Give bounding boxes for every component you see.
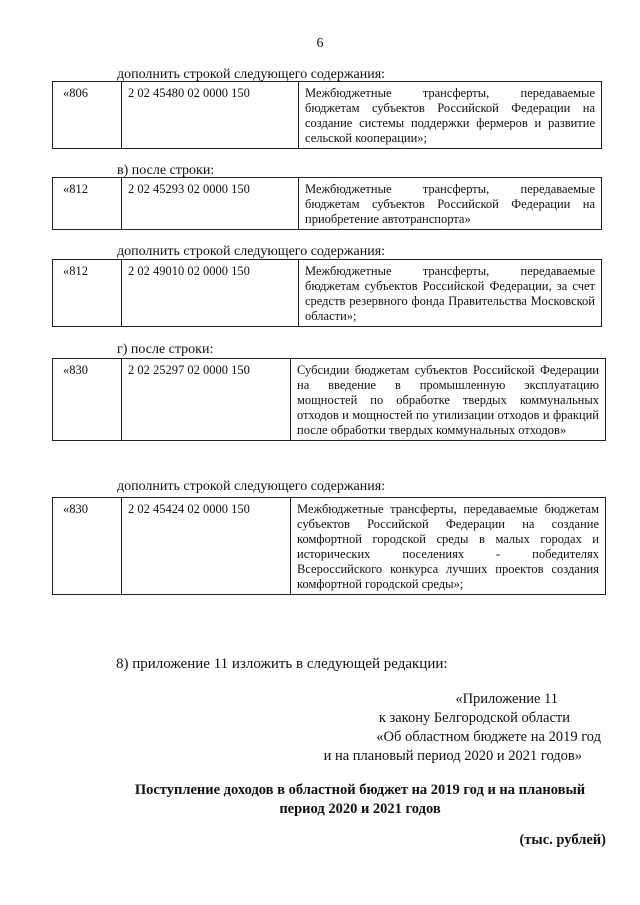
- document-heading: [100, 781, 620, 819]
- budget-code-cell: 2 02 25297 02 0000 150: [122, 359, 291, 441]
- table-row: [53, 260, 602, 327]
- appendix-line: «Приложение 11: [455, 691, 558, 707]
- revenue-name-cell: Субсидии бюджетам субъектов Российской Федерации на введение в промышленную эксплуатацию мощностей по обработке твердых коммунальных отходов и мощностей по утилизации отходов и фракций после обработки твердых коммунальных отходов»: [291, 359, 606, 441]
- table-row: [53, 498, 606, 595]
- revenue-name-cell: Межбюджетные трансферты, передаваемые бюджетам субъектов Российской Федерации, за счет средств резервного фонда Правительства Московской области»;: [299, 260, 602, 327]
- budget-code-cell: 2 02 45293 02 0000 150: [122, 178, 299, 230]
- amendment-table: [52, 259, 602, 327]
- appendix-line: и на плановый период 2020 и 2021 годов»: [323, 748, 582, 764]
- budget-code-cell: 2 02 49010 02 0000 150: [122, 260, 299, 327]
- admin-code-cell: «830: [53, 498, 122, 595]
- item-8-paragraph: 8) приложение 11 изложить в следующей редакции:: [116, 656, 448, 672]
- budget-code-cell: 2 02 45480 02 0000 150: [122, 82, 299, 149]
- budget-code-cell: 2 02 45424 02 0000 150: [122, 498, 291, 595]
- appendix-line: «Об областном бюджете на 2019 год: [376, 729, 601, 745]
- section-intro: дополнить строкой следующего содержания:: [117, 479, 386, 494]
- admin-code-cell: «830: [53, 359, 122, 441]
- admin-code-cell: «812: [53, 260, 122, 327]
- amendment-table: [52, 81, 602, 149]
- section-intro: дополнить строкой следующего содержания:: [117, 244, 386, 259]
- table-row: [53, 359, 606, 441]
- table-row: [53, 82, 602, 149]
- appendix-header: [324, 690, 604, 766]
- appendix-line: к закону Белгородской области: [378, 710, 570, 726]
- heading-line: период 2020 и 2021 годов: [279, 801, 441, 817]
- admin-code-cell: «806: [53, 82, 122, 149]
- page-number: 6: [316, 36, 324, 51]
- revenue-name-cell: Межбюджетные трансферты, передаваемые бюджетам субъектов Российской Федерации на приобретение автотранспорта»: [299, 178, 602, 230]
- revenue-name-cell: Межбюджетные трансферты, передаваемые бюджетам субъектов Российской Федерации на создание комфортной городской среды в малых городах и исторических поселениях - победителях Всероссийского конкурса лучших проектов создания комфортной городской среды»;: [291, 498, 606, 595]
- section-intro: дополнить строкой следующего содержания:: [117, 67, 386, 82]
- amendment-table: [52, 358, 606, 441]
- heading-line: Поступление доходов в областной бюджет на 2019 год и на плановый: [134, 782, 586, 798]
- table-row: [53, 178, 602, 230]
- amendment-table: [52, 177, 602, 230]
- section-intro: г) после строки:: [117, 342, 214, 357]
- amendment-table: [52, 497, 606, 595]
- admin-code-cell: «812: [53, 178, 122, 230]
- units-label: (тыс. рублей): [519, 832, 606, 848]
- revenue-name-cell: Межбюджетные трансферты, передаваемые бюджетам субъектов Российской Федерации на создание системы поддержки фермеров и развитие сельской кооперации»;: [299, 82, 602, 149]
- section-intro: в) после строки:: [117, 163, 215, 178]
